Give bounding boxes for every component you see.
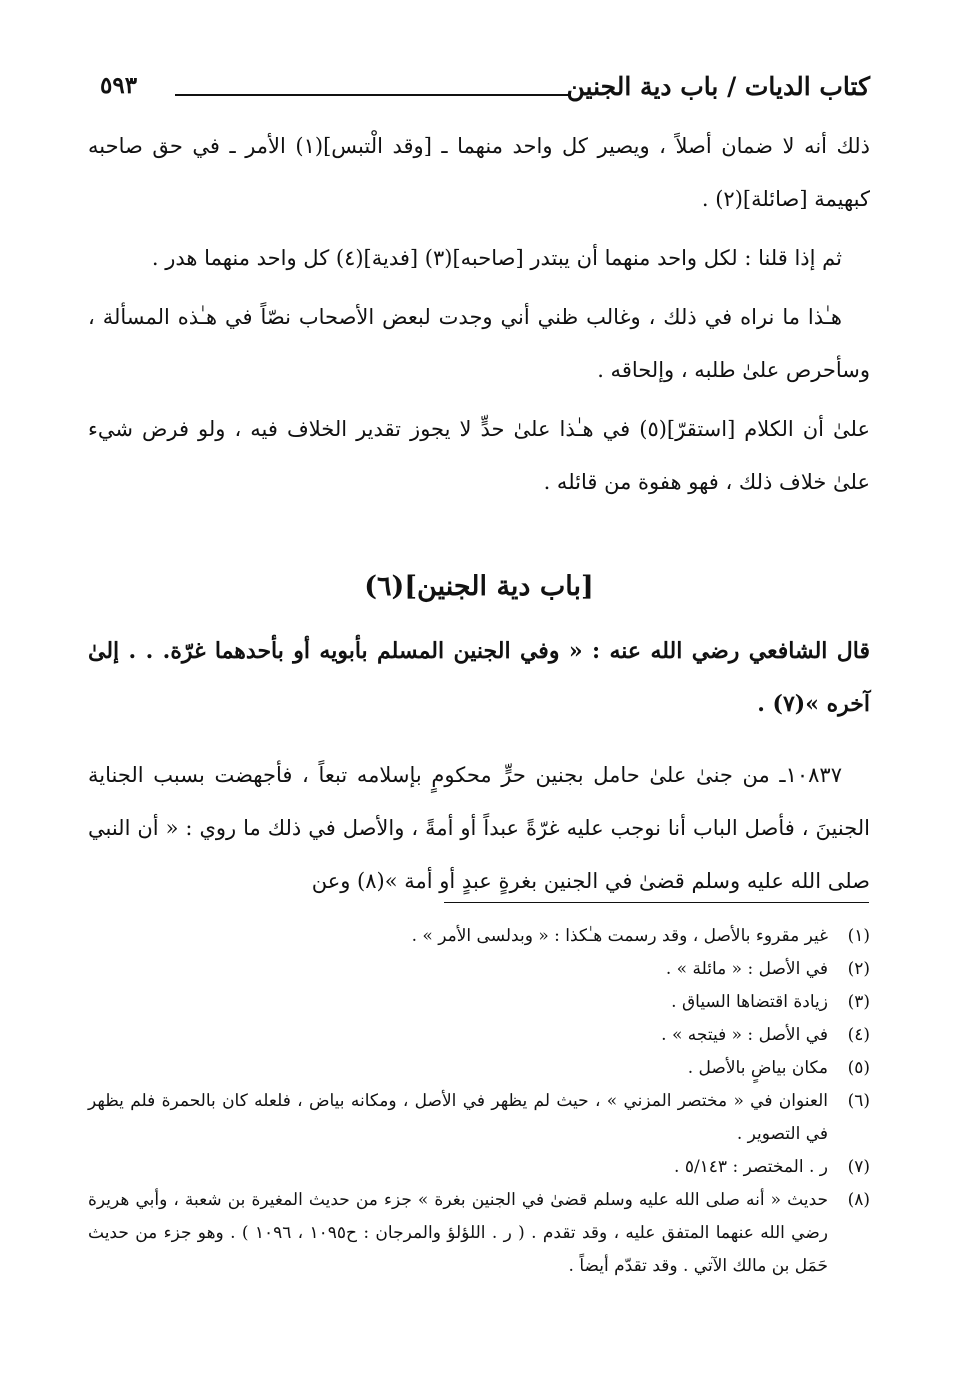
paragraph-3: هـٰذا ما نراه في ذلك ، وغالب ظني أني وجدت لبعض الأصحاب نصّاً في هـٰذه المسألة ، وسأحرص علىٰ طلبه ، وإلحاقه . bbox=[88, 305, 870, 382]
footnote-number: (٧) bbox=[847, 1157, 870, 1177]
footnote bbox=[88, 1151, 870, 1184]
footnote-number: (٥) bbox=[847, 1058, 870, 1078]
paragraph-4: علىٰ أن الكلام [استقرّ](٥) في هـٰذا علىٰ حدٍّ لا يجوز تقدير الخلاف فيه ، ولو فرض شيء علىٰ خلاف ذلك ، فهو هفوة من قائله . bbox=[88, 417, 870, 494]
header-rule bbox=[175, 94, 570, 96]
footnote-text: في الأصل : « مائلة » . bbox=[665, 959, 828, 979]
footnote-text: في الأصل : « فيتجه » . bbox=[661, 1025, 828, 1045]
footnote-number: (٣) bbox=[847, 992, 870, 1012]
footnote-number: (١) bbox=[847, 926, 870, 946]
footnote-number: (٦) bbox=[847, 1091, 870, 1111]
footnotes bbox=[88, 920, 870, 1283]
footnote bbox=[88, 920, 870, 953]
footnote bbox=[88, 1085, 870, 1151]
footnote-text: غير مقروء بالأصل ، وقد رسمت هـٰكذا : « وبدلسى الأمر » . bbox=[411, 926, 828, 946]
footnote bbox=[88, 1052, 870, 1085]
footnote-text: زيادة اقتضاها السياق . bbox=[671, 992, 828, 1012]
footnote-number: (٨) bbox=[847, 1190, 870, 1210]
footnote-number: (٢) bbox=[847, 959, 870, 979]
chapter-title: كتاب الديات / باب دية الجنين bbox=[566, 72, 870, 101]
page-number: ٥٩٣ bbox=[100, 72, 138, 99]
footnote bbox=[88, 986, 870, 1019]
footnote-text: حديث « أنه صلى الله عليه وسلم قضىٰ في الجنين بغرة » جزء من حديث المغيرة بن شعبة ، وأبي هريرة رضي الله عنهما المتفق عليه ، وقد تقدم . ( ر . اللؤلؤ والمرجان : ح١٠٩٥ ، ١٠٩٦ ) . وهو جزء من حديث حَمَل بن مالك الآتي . وقد تقدّم أيضاً . bbox=[88, 1190, 828, 1276]
footnote-text: مكان بياضٍ بالأصل . bbox=[687, 1058, 828, 1078]
running-header bbox=[100, 72, 870, 112]
footnote-separator bbox=[444, 902, 869, 903]
paragraph-1: ذلك أنه لا ضمان أصلاً ، ويصير كل واحد منهما ـ [وقد الْتبس](١) الأمر ـ في حق صاحبه كبهيمة [صائلة](٢) . bbox=[88, 134, 871, 211]
main-text bbox=[88, 120, 870, 914]
footnote bbox=[88, 953, 870, 986]
footnote-number: (٤) bbox=[847, 1025, 870, 1045]
paragraph-5: ١٠٨٣٧ـ من جنىٰ علىٰ حامل بجنين حرٍّ محكومٍ بإسلامه تبعاً ، فأجهضت بسبب الجناية الجنينَ ، فأصل الباب أنا نوجب عليه غرّةً عبداً أو أمةً ، والأصل في ذلك ما روي : « أن النبي صلى الله عليه وسلم قضىٰ في الجنين بغرةٍ عبدٍ أو أمة »(٨) وعن bbox=[88, 763, 870, 893]
shafii-quote: قال الشافعي رضي الله عنه : « وفي الجنين المسلم بأبويه أو بأحدهما غرّة. . . إلىٰ آخره »(٧) . bbox=[88, 638, 870, 717]
footnote-text: ر . المختصر : ٥/١٤٣ . bbox=[674, 1157, 828, 1177]
footnote bbox=[88, 1019, 870, 1052]
footnote bbox=[88, 1184, 870, 1283]
footnote-text: العنوان في « مختصر المزني » ، حيث لم يظهر في الأصل ، ومكانه بياض ، فلعله كان بالحمرة فلم يظهر في التصوير . bbox=[88, 1091, 828, 1144]
section-heading: [باب دية الجنين](٦) bbox=[364, 571, 594, 602]
paragraph-2: ثم إذا قلنا : لكل واحد منهما أن يبتدر [صاحبه](٣) [فدية](٤) كل واحد منهما هدر . bbox=[151, 246, 842, 270]
